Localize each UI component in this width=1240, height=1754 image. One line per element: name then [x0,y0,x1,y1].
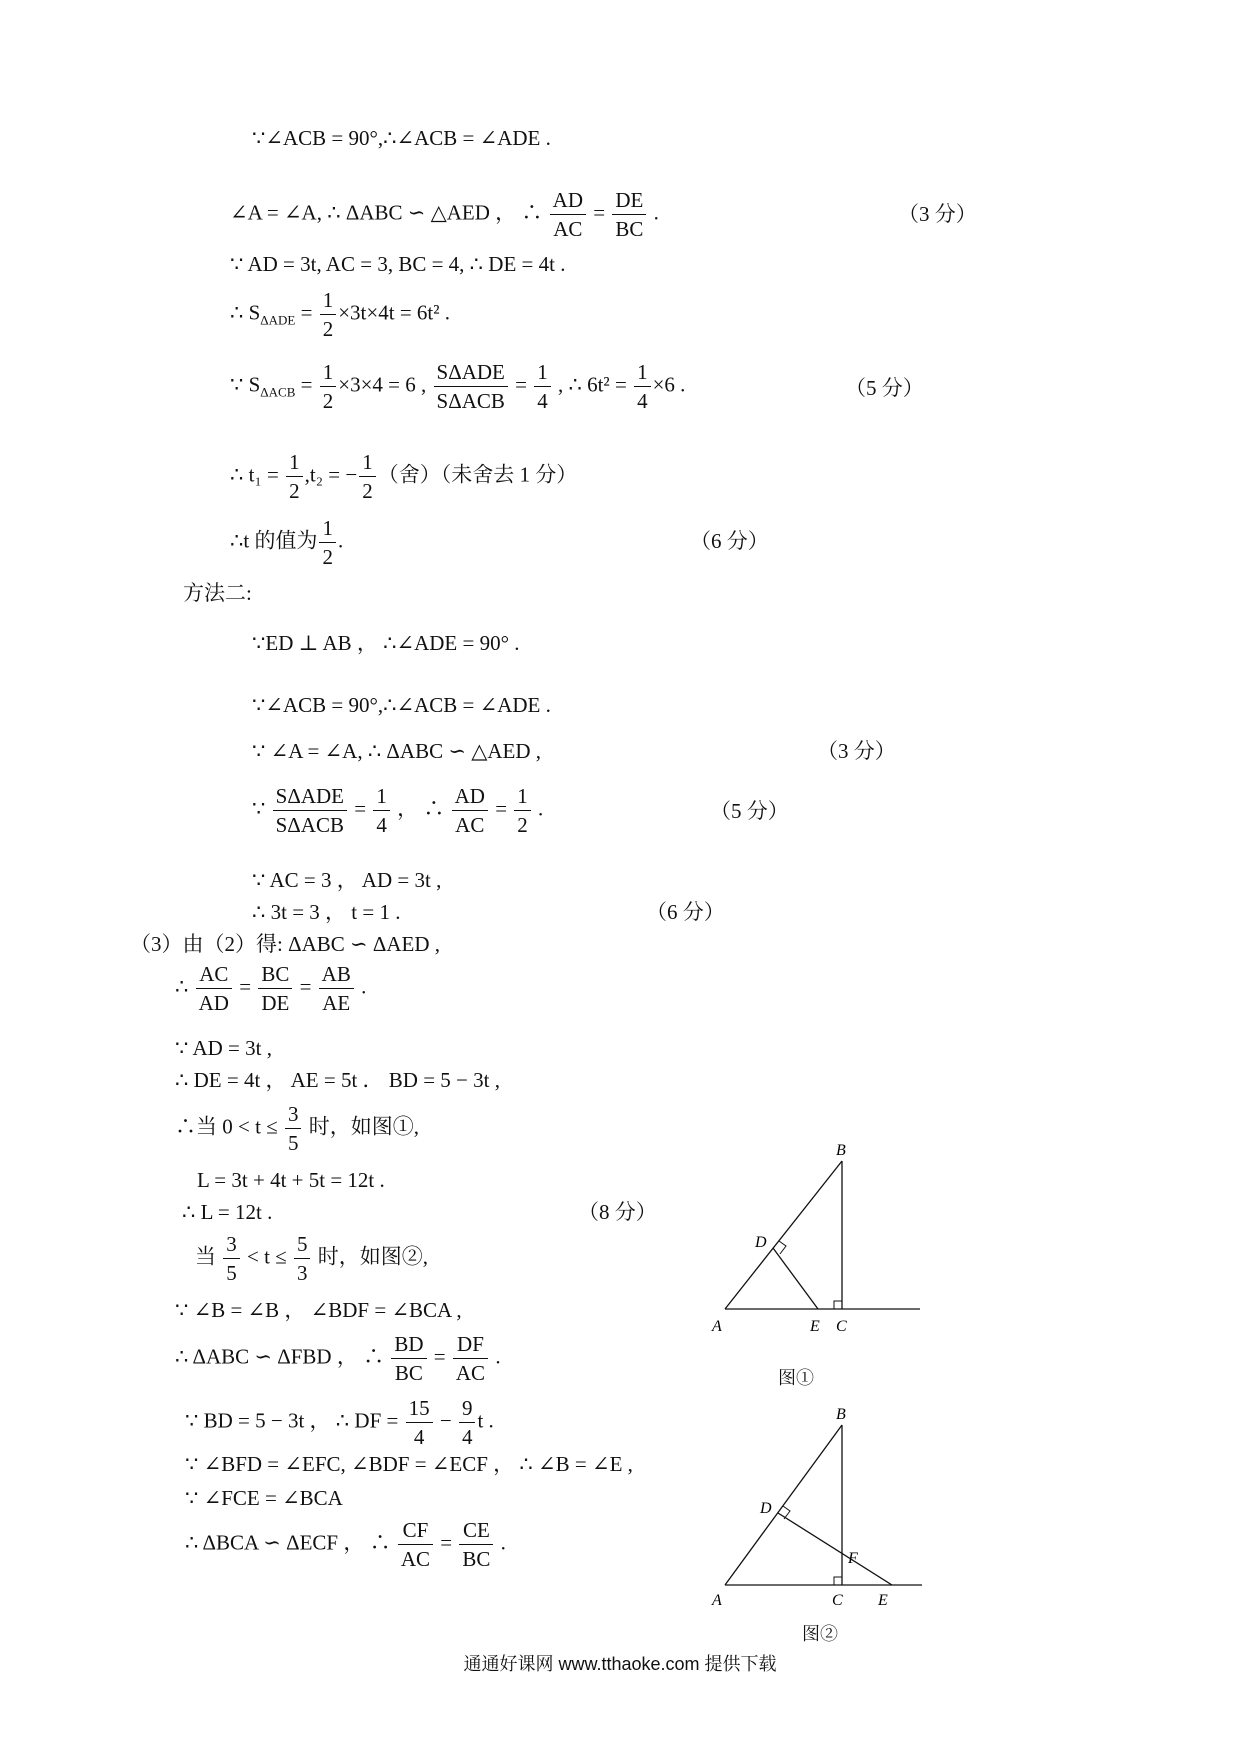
fraction: SΔADE SΔACB [273,782,347,839]
line-18: ∴当 0 < t ≤ $\frac{3}{5}$ 时，如图①, [175,1102,419,1155]
line-27: ∴ ΔBCA ∽ ΔECF ， ∴ $\frac{CF}{AC}$ = $\frac{CE}{BC}$ . [185,1518,506,1571]
line-5: ∴ t₁ = $\frac{1}{2}$ ,t₂ = − $\frac{1}{2}$ （舍）（未舍去 1 分） [230,450,578,503]
part-three-heading: （3）由（2）得: ΔABC ∽ ΔAED , [130,932,441,956]
fraction: $\frac{1}{4}$ [373,782,390,839]
line-16: ∵ AD = 3t , [175,1036,272,1060]
line-20: ∴ L = 12t . [182,1200,273,1224]
fraction: $\frac{1}{2}$ [359,448,376,505]
line-11: ∵ SΔADE SΔACB = $\frac{1}{4}$ ， ∴ $\frac{AD}{AC}$ = $\frac{1}{2}$ . [252,784,544,837]
method-two-heading: 方法二: [183,581,252,605]
figure-1 [700,1135,940,1350]
fraction: $\frac{9}{4}$ [459,1394,476,1451]
figure-2 [700,1405,940,1620]
line-12: ∵ AC = 3 ， AD = 3t , [252,868,442,892]
line-23: ∴ ΔABC ∽ ΔFBD ， ∴ $\frac{BD}{BC}$ = $\frac{DF}{AC}$ . [175,1332,501,1385]
line-0: ∵∠ACB = 90°,∴∠ACB = ∠ADE . [252,126,551,150]
fraction: $\frac{DE}{BC}$ [612,186,646,243]
score: （6 分） [690,529,769,553]
line-13: ∴ 3t = 3 ， t = 1 . [252,900,401,924]
line-24: ∵ BD = 5 − 3t ， ∴ DF = $\frac{15}{4}$ − $\frac{9}{4}$ t . [185,1396,494,1449]
fraction: $\frac{5}{3}$ [294,1230,311,1287]
label-e: E [878,1592,888,1609]
score: （8 分） [578,1200,657,1224]
fraction: $\frac{1}{4}$ [634,358,651,415]
right-angle-mark [779,1241,786,1254]
segment-ab [725,1425,842,1585]
label-d: D [755,1234,767,1251]
right-angle-mark [834,1577,842,1585]
line-10: ∵ ∠A = ∠A, ∴ ΔABC ∽ △AED , [252,739,542,763]
fraction: $\frac{AD}{AC}$ [452,782,488,839]
line-21: 当 $\frac{3}{5}$ < t ≤ $\frac{5}{3}$ 时，如图②, [195,1232,428,1285]
fraction: $\frac{1}{2}$ [286,448,303,505]
fraction: $\frac{3}{5}$ [285,1100,302,1157]
line-17: ∴ DE = 4t ， AE = 5t ． BD = 5 − 3t , [175,1068,500,1092]
score: （5 分） [710,799,789,823]
segment-de [773,1248,818,1309]
label-c: C [832,1592,843,1609]
fraction: $\frac{CE}{BC}$ [459,1516,493,1573]
segment-de [778,1513,892,1585]
line-25: ∵ ∠BFD = ∠EFC, ∠BDF = ∠ECF ， ∴ ∠B = ∠E , [185,1452,633,1476]
label-b: B [836,1406,846,1423]
fraction: $\frac{BD}{BC}$ [391,1330,426,1387]
figure-1-caption: 图① [778,1368,814,1388]
label-c: C [836,1318,847,1335]
figure-2-caption: 图② [802,1624,838,1644]
line-26: ∵ ∠FCE = ∠BCA [185,1486,343,1510]
fraction: $\frac{1}{2}$ [320,286,337,343]
fraction: $\frac{AC}{AD}$ [196,960,232,1017]
line-15: ∴ $\frac{AC}{AD}$ = $\frac{BC}{DE}$ = $\frac{AB}{AE}$ . [175,962,367,1015]
label-b: B [836,1142,846,1159]
fraction: $\frac{1}{2}$ [319,514,336,571]
fraction: $\frac{AD}{AC}$ [550,186,586,243]
fraction: $\frac{CF}{AC}$ [398,1516,433,1573]
page-footer: 通通好课网 www.tthaoke.com 提供下载 [463,1654,777,1674]
fraction: $\frac{3}{5}$ [223,1230,240,1287]
segment-ab [725,1161,842,1309]
score: （5 分） [845,376,924,400]
line-6: ∴t 的值为 $\frac{1}{2}$ . [230,516,344,569]
score: （3 分） [898,202,977,226]
fraction: $\frac{DF}{AC}$ [453,1330,488,1387]
line-9: ∵∠ACB = 90°,∴∠ACB = ∠ADE . [252,693,551,717]
score: （6 分） [646,900,725,924]
score: （3 分） [817,739,896,763]
label-a: A [712,1318,722,1335]
line-3: ∴ $S_{\Delta ADE}$ = $\frac{1}{2}$ ×3t×4t = 6t² . [230,288,451,341]
label-e: E [810,1318,820,1335]
line-22: ∵ ∠B = ∠B ， ∠BDF = ∠BCA , [175,1298,462,1322]
line-1: ∠A = ∠A, ∴ ΔABC ∽ △AED ， ∴ $\frac{AD}{AC}$ = $\frac{DE}{BC}$ . [230,188,659,241]
label-d: D [760,1500,772,1517]
fraction: $\frac{1}{4}$ [534,358,551,415]
label-f: F [848,1550,858,1567]
line-4: ∵ $S_{\Delta ACB}$ = $\frac{1}{2}$ ×3×4 = 6 , SΔADE SΔACB = $\frac{1}{4}$ , ∴ 6t² = $\frac{1}{4}$ ×6 . [230,360,686,413]
fraction: $\frac{15}{4}$ [406,1394,433,1451]
fraction: $\frac{AB}{AE}$ [319,960,354,1017]
fraction: $\frac{1}{2}$ [514,782,531,839]
right-angle-mark [834,1301,842,1309]
label-a: A [712,1592,722,1609]
line-2: ∵ AD = 3t, AC = 3, BC = 4, ∴ DE = 4t . [230,252,566,276]
fraction: $\frac{BC}{DE}$ [258,960,292,1017]
line-8: ∵ED ⊥ AB ， ∴∠ADE = 90° . [252,631,520,655]
fraction: SΔADE SΔACB [434,358,508,415]
fraction: $\frac{1}{2}$ [320,358,337,415]
line-19: L = 3t + 4t + 5t = 12t . [197,1168,385,1192]
